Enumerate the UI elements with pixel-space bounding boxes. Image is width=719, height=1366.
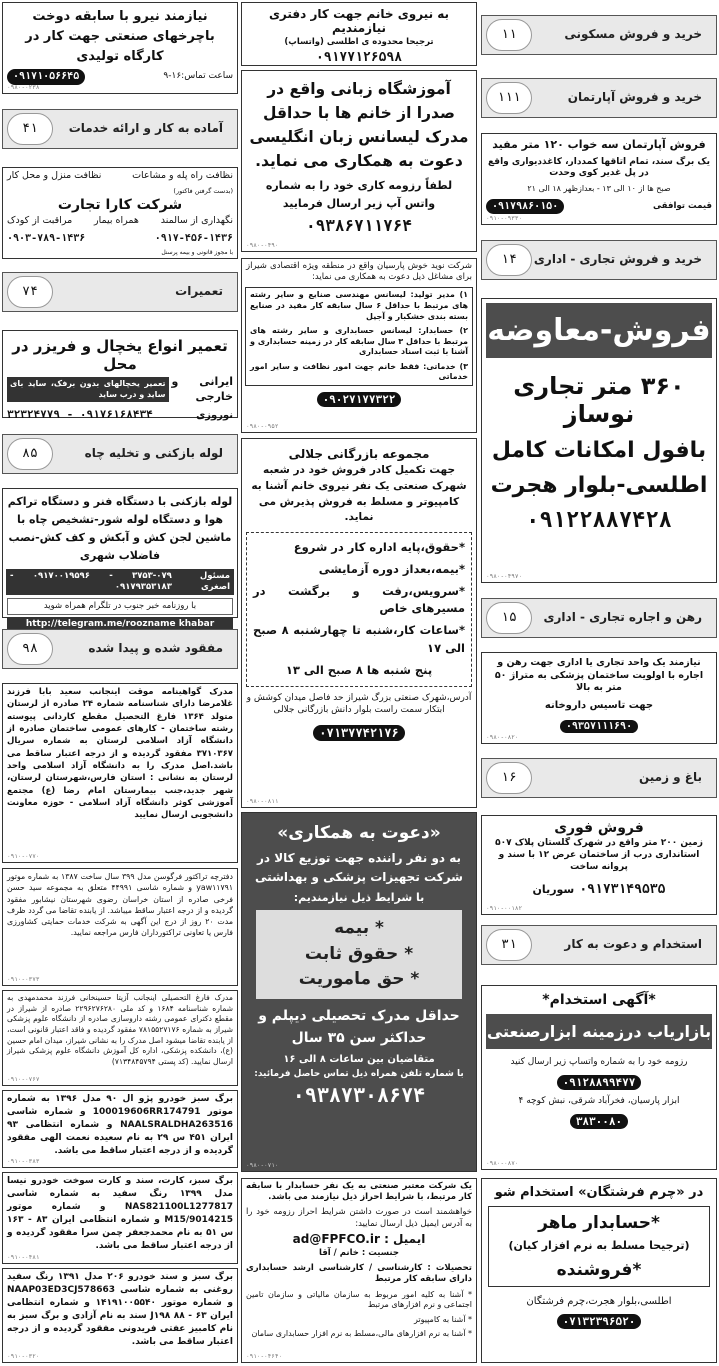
- ad-body: جهت تکمیل کادر فروش خود در شعبه شهرک صنعتی یک نفر نیروی خانم آشنا به کامپیوتر و مسلط به فروش پذیرش می نماید.: [251, 464, 467, 524]
- ad-tel: ۳۸۳۰۰۸۰: [570, 1114, 628, 1129]
- ad-item: * حق ماموریت: [298, 969, 420, 990]
- ad-lost: [2, 868, 238, 986]
- ad-sub: ترجیحا محدوده ی اطلسی (واتساپ): [284, 37, 434, 47]
- ad-title: تعمیر انواع یخچال و فریزر در محل: [12, 337, 228, 373]
- ad-phone: ۰۹۱۲۲۸۸۷۴۲۸: [526, 508, 672, 533]
- section-header-15: [481, 598, 717, 638]
- ad-line: نظافت منزل و محل کار: [7, 170, 102, 181]
- ad-code: ۰۹۱۰-۰۷۷۰: [7, 853, 40, 860]
- ad-item: * بیمه: [334, 918, 384, 939]
- ad-education: تحصیلات : کارشناسی / کارشناسی ارشد حسابداری دارای سابقه کار مرتبط: [246, 1263, 472, 1285]
- section-header-41: [2, 109, 238, 149]
- section-title: رهن و اجاره تجاری - اداری: [543, 610, 702, 624]
- ad-item: * آشنا به نرم افزارهای مالی،مسلط به نرم افزار حسابداری سامان: [251, 1329, 472, 1339]
- ad-item: ۳) خدماتی: فقط خانم جهت امور نظافت و سایر امور خدماتی: [250, 361, 468, 382]
- ad-lost-text: برگ سبز خودرو پژو ال ۹۰ مدل ۱۳۹۶ به شماره موتور 100019606RR174791 و شماره شاسی NAALSRALDHA263516 و شماره انتظامی ۹۳ ایران ۴۵۱ س ۲۹ به نام سعیده نعمت الهی مفقود گردیده و از درجه اعتبار ساقط می باشد.: [7, 1094, 234, 1157]
- ad-code: ۰۹۱۰-۰۰۱۸۲: [486, 905, 523, 912]
- section-number: ۱۱۱: [486, 82, 532, 114]
- ad-swap: [481, 298, 717, 583]
- ad-title: فروش آپارتمان سه خواب ۱۲۰ متر مفید: [492, 138, 706, 151]
- section-number: ۱۵: [486, 602, 532, 634]
- section-title: استخدام و دعوت به کار: [564, 937, 702, 951]
- ad-body: یک برگ سند، تمام اتاقها کمددار، کاغذدیواری واقع در پل غدیر کوی وحدت: [488, 156, 710, 179]
- ad-title: فروش فوری: [554, 820, 644, 836]
- section-number: ۳۱: [486, 929, 532, 961]
- ad-tejarat: [2, 167, 238, 259]
- ad-code: ۰۹۱۰-۰۳۲۰: [7, 1353, 40, 1360]
- ad-lost-text: برگ سبز و سند خودرو ۲۰۶ مدل ۱۳۹۱ رنگ سفید روغنی به شماره شاسی NAAP03ED3CJ578663 و شماره موتور ۱۴۱۹۱۰۰۵۵۴۰ و شماره انتظامی ایران ۶۳ - ۸۸ J۱۹۸ سند به نام آزادی و برگ سبز به نام کامبیز عفتی فریدونی مفقود گردیده و از درجه اعتبار ساقط می باشد.: [7, 1272, 234, 1348]
- ad-phone: ۳۷۵۳-۰۷۹ - ۰۹۱۷۰۰۱۹۵۹۶ - ۰۹۱۷۹۳۵۳۱۸۳: [10, 570, 172, 592]
- ad-line: نگهداری از سالمند: [160, 215, 233, 227]
- ad-phone: ۰۹۱۷۷۱۲۶۵۹۸: [315, 50, 403, 66]
- ad-code: ۰۹۱۰-۰۳۷۳: [7, 976, 40, 983]
- ad-body: رزومه خود را به شماره واتساپ زیر ارسال کنید: [510, 1057, 688, 1067]
- ad-code: ۰۹۱۰-۰۹۳۳۰: [486, 215, 523, 222]
- section-header-16: [481, 758, 717, 798]
- ad-head: یک شرکت معتبر صنعتی به یک نفر حسابدار با سابقه کار مرتبط، با شرایط احراز ذیل نیازمند می باشد.: [246, 1181, 472, 1203]
- ad-item-c: *فروشنده: [556, 1260, 642, 1280]
- ad-email[interactable]: ad@FPFCO.ir: [292, 1231, 380, 1246]
- section-header-74: [2, 272, 238, 312]
- ad-sub: با شرایط ذیل نیازمندیم:: [293, 891, 425, 905]
- section-title: باغ و زمین: [638, 770, 702, 784]
- section-number: ۸۵: [7, 438, 53, 470]
- ad-lost-text: برگ سبز، کارت، سند و کارت سوخت خودرو نیسا مدل ۱۳۹۹ رنگ سفید به شماره شاسی NAS821100L1277817 و شماره موتور M15/9014215 و شماره انتظامی ایران ۸۳ - ۱۶۳ س ۵۱ به نام محمدجعفر چمن سرا مفقود گردیده و از درجه اعتبار ساقط می باشد.: [7, 1176, 233, 1252]
- ad-line: (بدست گرفتن فاکتور): [173, 186, 233, 195]
- ad-navid: [241, 258, 477, 433]
- ad-language: [241, 70, 477, 252]
- section-title: آماده به کار و ارائه خدمات: [68, 121, 223, 135]
- ad-item: *حقوق،پایه اداره کار در شروع: [293, 540, 465, 554]
- ad-accountant: [241, 1178, 477, 1363]
- ad-phone: ۰۹۰۳-۷۸۹-۱۴۳۶: [7, 232, 86, 244]
- ad-address: اطلسی،بلوار هجرت،چرم فرشتگان: [526, 1296, 672, 1307]
- section-title: لوله بازکنی و تخلیه چاه: [84, 446, 223, 460]
- ad-phone: ۰۹۳۸۷۳۰۸۶۷۴: [292, 1082, 426, 1107]
- section-number: ۷۴: [7, 276, 53, 308]
- ad-sub: جهت تاسیس داروخانه: [544, 699, 654, 711]
- ad-telegram-note: با روزنامه خبر جنوب در تلگرام همراه شوید: [7, 598, 233, 615]
- ad-code: ۰۹۸۰-۰۷۱۰: [246, 1162, 279, 1169]
- ad-code: ۰۹۱۰-۰۴۸۱: [7, 1254, 40, 1261]
- ad-head: در «چرم فرشتگان» استخدام شو: [494, 1185, 704, 1200]
- ad-code: ۰۹۸۰-۰۴۹۷۰: [486, 573, 523, 580]
- ad-line: همراه بیمار: [94, 215, 139, 227]
- ad-item: * آشنا به کامپیوتر: [413, 1314, 472, 1324]
- ad-item: *ساعات کار،شنبه تا چهارشنبه ۸ صبح الی ۱۷: [253, 623, 465, 656]
- ad-lost: [2, 1268, 238, 1363]
- ad-rent: [481, 652, 717, 744]
- ad-intro: شرکت نوید خوش پارسیان واقع در منطقه ویژه اقتصادی شیراز برای مشاغل ذیل دعوت به همکاری می نماید:: [246, 261, 472, 283]
- ad-name: نوروزی: [196, 409, 233, 421]
- ad-title: فروش-معاوضه: [486, 303, 712, 358]
- ad-address: آدرس،شهرک صنعتی بزرگ شیراز حد فاصل میدان کوشش و ابتکار سمت راست بلوار دانش بازرگانی جلالی: [246, 692, 472, 715]
- section-header-111: [481, 78, 717, 118]
- ad-body: خواهشمند است در صورت داشتن شرایط احراز رزومه خود را به آدرس ایمیل ذیل ارسال نمایید:: [246, 1207, 472, 1229]
- section-header-31: [481, 925, 717, 965]
- ad-box: تعمیر یخچالهای بدون برفک، ساید بای ساید و درب ساید: [7, 377, 169, 402]
- ad-code: ۰۹۸۰-۰۹۵۲: [246, 423, 279, 430]
- section-number: ۴۱: [7, 113, 53, 145]
- ad-lost: [2, 1172, 238, 1264]
- ad-apartment: [481, 133, 717, 225]
- ad-lost-text: دفترچه تراکتور فرگوسن مدل ۳۹۹ سال ساخت ۱۳۸۷ به شماره موتور yaw۱۱۷۹۱ و شماره شاسی ۴۴۹۹۱ متعلق به مجموعه سید حسن فرخی صادره از استان خراسان رضوی شهرستان نیشابور مفقود گردیده و از درجه اعتبار ساقط میباشد. از یابنده تقاضا می گردد ظرف مدت ۲۰ روز از درج این آگهی به شرکت خدمات حمایتی کشاورزی فارس یا تعاونی تراکتورداران فارس مراجعه نمایید.: [7, 872, 234, 938]
- ad-phone: ۰۹۳۵۷۱۱۱۶۹۰: [560, 720, 638, 733]
- ad-code: ۰۹۸۰-۰۸۲۰: [486, 734, 519, 741]
- ad-code: ۰۹۱۰-۰۳۸۳: [7, 1158, 40, 1165]
- ad-code: ۰۹۱۰-۰۷۶۷: [7, 1076, 40, 1083]
- ad-sex: جنسیت : خانم / آقا: [319, 1247, 399, 1258]
- section-title: تعمیرات: [175, 284, 223, 298]
- ad-head: *آگهی استخدام*: [542, 992, 656, 1008]
- ad-hours: ساعت تماس:۱۶-۹: [163, 71, 233, 82]
- ad-jalali: [241, 438, 477, 808]
- section-number: ۹۸: [7, 633, 53, 665]
- ad-body: زمین ۲۰۰ متر واقع در شهرک گلستان پلاک ۵۰۷ استانداری درب از ساختمان عرض ۱۲ با سند و پروانه ساخت: [495, 838, 703, 872]
- ad-line: نظافت راه پله و مشاعات: [132, 170, 233, 181]
- ad-title: بازاریاب درزمینه ابزارصنعتی: [486, 1014, 712, 1049]
- ad-sub: ایرانی و خارجی: [171, 375, 233, 403]
- ad-body: آموزشگاه زبانی واقع در صدرا از خانم ها با حداقل مدرک لیسانس زبان انگلیسی دعوت به همکاری می نماید.: [249, 80, 469, 171]
- ad-item: *سرویس،رفت و برگشت در مسیرهای خاص: [253, 583, 465, 616]
- ad-line3: اطلسی-بلوار هجرت: [490, 473, 708, 498]
- ad-note: با شماره تلفن همراه ذیل تماس حاصل فرمائید:: [254, 1068, 464, 1079]
- section-header-14: [481, 240, 717, 280]
- ad-phone: ۰۹۱۷۹۸۶۰۱۵۰: [486, 199, 564, 214]
- section-header-11: [481, 15, 717, 55]
- ad-hours: صبح ها از ۱۰ الی ۱۳ - بعدازظهر ۱۸ الی ۲۱: [527, 184, 671, 194]
- ad-item: * حقوق ثابت: [304, 943, 414, 964]
- section-title: خرید و فروش آپارتمان: [567, 90, 702, 104]
- ad-factory: [2, 2, 238, 94]
- ad-title: به نیروی خانم جهت کار دفتری نیازمندیم: [268, 7, 450, 35]
- ad-phone: ۰۷۱۳۲۳۹۶۵۲۰: [557, 1314, 642, 1329]
- ad-address: ابزار پارسیان، فخرآباد شرقی، نبش کوچه ۴: [518, 1095, 680, 1106]
- ad-title: نیازمند نیرو با سابقه دوخت باچرخهای صنعتی جهت کار در کارگاه تولیدی: [25, 9, 215, 65]
- section-number: ۱۴: [486, 244, 532, 276]
- ad-email-label: ایمیل :: [384, 1231, 426, 1246]
- ad-line2: بافول امکانات کامل: [491, 438, 707, 463]
- section-title: مفقود شده و پیدا شده: [88, 641, 223, 655]
- column-middle: [241, 0, 477, 1366]
- ad-code: ۰۹۸۰-۰۲۳۸: [7, 84, 40, 91]
- section-header-98: [2, 629, 238, 669]
- section-title: خرید و فروش مسکونی: [564, 27, 702, 41]
- ad-phone: ۰۹۱۲۸۸۹۹۴۷۷: [557, 1075, 642, 1090]
- ad-lost: [2, 683, 238, 863]
- ad-lost-text: مدرک گواهینامه موقت اینجانب سعید بابا فرزند غلامرضا دارای شناسنامه شماره ۲۴ صادره از لرستان متولد ۱۳۶۴ فارغ التحصیل مقطع کاردانی پیوسته رشته ساختمان - کارهای عمومی ساختمان صادره از دانشگاه آزاد اسلامی لرستان به شماره سریال ۳۷۱۰۳۶۷ مفقود گردیده و از درجه اعتبار ساقط می باشد.اصل مدرک را به دانشگاه آزاد اسلامی واحد لرستان به نشانی : استان فارس،شهرستان لرستان، شهر جدید،جنب بیمارستان امام رضا (ع) مجتمع آموزشی کوثر دانشگاه آزاد اسلامی - حوزه معاونت دانشجویی ارسال نمایید: [7, 687, 233, 821]
- ad-requirement: حداقل مدرک تحصیلی دیپلم و حداکثر سن ۳۵ سال: [258, 1007, 460, 1047]
- ad-phone: ۰۹۱۷۱۰۵۶۶۴۵: [7, 69, 85, 84]
- ad-head: مجموعه بازرگانی جلالی: [288, 447, 430, 461]
- ad-hours: متقاضیان بین ساعات ۸ الی ۱۶: [283, 1053, 435, 1065]
- ad-name: مسئول اصغری: [199, 570, 230, 592]
- column-left: [2, 0, 238, 1366]
- section-number: ۱۶: [486, 762, 532, 794]
- ad-item: *بیمه،بعداز دوره آزمایشی: [318, 561, 465, 576]
- ad-repair: [2, 330, 238, 422]
- ad-body: نیازمند یک واحد تجاری یا اداری جهت رهن و اجاره با اولویت ساختمان پزشکی به متراژ ۵۰ متر به بالا: [494, 657, 704, 694]
- ad-note: با مجوز قانونی و بیمه پرسنل: [161, 248, 233, 256]
- ad-code: ۰۹۸۰-۰۸۱۱: [246, 798, 279, 805]
- ad-phone: ۰۷۱۳۷۷۴۲۱۷۶: [313, 725, 404, 741]
- ad-phone: ۰۹۱۷-۴۵۶-۱۴۳۶: [154, 232, 233, 244]
- ad-lost-text: مدرک فارغ التحصیلی اینجانب آزیتا حسینخانی فرزند محمدمهدی به شماره شناسنامه ۱۶۸۴ و کد ملی ۲۲۹۶۲۷۶۲۸۰ صادره از شیراز در مقطع دکترای عمومی رشته داروسازی صادره از دانشگاه علوم پزشکی شیراز به شماره ۷۸۱۵۵۲۷۱۷۶ مفقود گردیده و فاقد اعتبار قانونی است، از یابنده تقاضا میشود اصل مدرک را به نشانی شیراز، میدان امام حسین (ع)، دانشکده پزشکی، اداره کل آموزش دانشگاه علوم پزشکی شیراز ارسال نمایید. (کد پستی ۷۱۳۴۸۴۵۷۹۴): [7, 993, 233, 1066]
- ad-pipe: [2, 488, 238, 630]
- ad-price: قیمت توافقی: [652, 200, 712, 211]
- ad-phone: ۰۹۳۸۶۷۱۱۷۶۴: [306, 216, 412, 236]
- ad-name: سوریان: [532, 882, 575, 896]
- ad-item-b: (ترجیحا مسلط به نرم افزار کیان): [508, 1239, 690, 1252]
- ad-item-a: *حسابدار ماهر: [538, 1213, 660, 1233]
- ad-line1: ۳۶۰ متر تجاری نوساز: [513, 372, 685, 428]
- ad-item: پنج شنبه ها ۸ صبح الی ۱۳: [285, 662, 433, 677]
- section-number: ۱۱: [486, 19, 532, 51]
- ad-tools: [481, 985, 717, 1170]
- column-right: [481, 0, 717, 1366]
- ad-lost: [2, 1090, 238, 1168]
- ad-office: [241, 2, 477, 66]
- ad-phone: ۰۹۰۲۷۱۷۷۳۲۲: [317, 392, 402, 407]
- ad-land: [481, 815, 717, 915]
- section-title: خرید و فروش تجاری - اداری: [533, 252, 702, 266]
- ad-body: به دو نفر راننده جهت توزیع کالا در شرکت تجهیزات پزشکی و بهداشتی: [255, 851, 463, 885]
- ad-head: «دعوت به همکاری»: [277, 823, 441, 843]
- ad-item: ۱) مدیر تولید: لیسانس مهندسی صنایع و سایر رشته های مرتبط با حداقل ۶ سال سابقه کار مفید در صنایع بسته بندی خشکبار و آجیل: [250, 290, 468, 321]
- ad-medical: [241, 812, 477, 1172]
- ad-item: ۲) حسابدار: لیسانس حسابداری و سایر رشته های مرتبط با حداقل ۳ سال سابقه کار در زمینه حسابداری و آشنا با ثبت اسناد حسابداری: [250, 326, 468, 357]
- ad-body: لوله بازکنی با دستگاه فنر و دستگاه تراکم هوا و دستگاه لوله شور-تشخیص چاه با ماشین لجن کش و آبکش و کف کش-نصب فاضلاب شهری: [7, 495, 233, 563]
- ad-code: ۰۹۸۰-۰۸۷۰: [486, 1160, 519, 1167]
- ad-sub: لطفاً رزومه کاری خود را به شماره واتس آپ زیر ارسال فرمایید: [265, 179, 453, 210]
- ad-line: مراقبت از کودک: [7, 215, 73, 227]
- ad-lost: [2, 990, 238, 1086]
- ad-telegram-link[interactable]: http://telegram.me/roozname khabar: [7, 617, 233, 633]
- ad-name: شرکت کارا تجارت: [57, 197, 183, 214]
- ad-item: * آشنا به کلیه امور مربوط به سازمان مالیاتی و سازمان تامین اجتماعی و نرم افزارهای مرتبط: [246, 1289, 472, 1310]
- ad-code: ۰۹۸۰-۰۴۹۰: [246, 242, 279, 249]
- ad-leather: [481, 1178, 717, 1363]
- section-header-85: [2, 434, 238, 474]
- ad-phone: ۰۹۱۷۶۱۶۸۴۳۴ - ۳۲۳۲۴۷۷۹: [7, 408, 153, 422]
- ad-code: ۰۹۱۰-۰۴۶۴۰: [246, 1353, 283, 1360]
- ad-phone: ۰۹۱۷۳۱۴۹۵۳۵: [579, 881, 666, 897]
